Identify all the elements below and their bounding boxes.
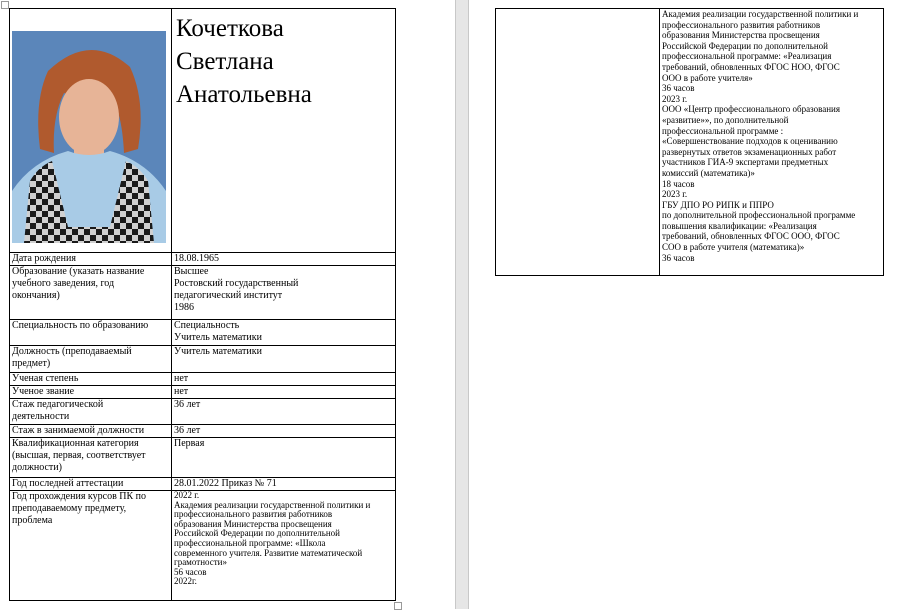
- photo-cell: [10, 9, 172, 253]
- training-courses-label: Год прохождения курсов ПК по преподаваемому предмету, проблема: [10, 491, 172, 601]
- continuation-table: [495, 8, 884, 276]
- name-cell: [172, 9, 396, 253]
- row-birth-date: [10, 253, 396, 266]
- teaching-experience-label: Стаж педагогической деятельности: [10, 399, 172, 425]
- teacher-photo: [12, 31, 166, 243]
- row-last-attestation: [10, 478, 396, 491]
- name-first-line: Кочеткова: [176, 15, 284, 42]
- continuation-row: [496, 9, 884, 276]
- specialty-value: Специальность Учитель математики: [172, 320, 396, 346]
- training-courses-value: 2022 г. Академия реализации государственной политики и профессионального развития работников образования Министерства просвещения Российской Федерации по дополнительной профессиональной программе: «Школа современного учителя. Развитие математической грамотности» 56 часов 2022г.: [172, 491, 396, 601]
- position-value: Учитель математики: [172, 346, 396, 373]
- last-attestation-value: 28.01.2022 Приказ № 71: [172, 478, 396, 491]
- position-experience-label: Стаж в занимаемой должности: [10, 425, 172, 438]
- academic-title-value: нет: [172, 386, 396, 399]
- education-label: Образование (указать название учебного заведения, год окончания): [10, 266, 172, 320]
- row-position-experience: [10, 425, 396, 438]
- education-value: Высшее Ростовский государственный педагогический институт 1986: [172, 266, 396, 320]
- row-specialty: [10, 320, 396, 346]
- name-third-line: Анатольевна: [176, 81, 312, 108]
- continuation-empty-cell: [496, 9, 660, 276]
- birth-date-value: 18.08.1965: [172, 253, 396, 266]
- header-row: [10, 9, 396, 253]
- row-training-courses: [10, 491, 396, 601]
- row-teaching-experience: [10, 399, 396, 425]
- row-education: [10, 266, 396, 320]
- qualification-label: Квалификационная категория (высшая, первая, соответствует должности): [10, 438, 172, 478]
- row-qualification: [10, 438, 396, 478]
- row-academic-title: [10, 386, 396, 399]
- birth-date-label: Дата рождения: [10, 253, 172, 266]
- position-experience-value: 36 лет: [172, 425, 396, 438]
- teacher-photo-image: [12, 31, 166, 243]
- academic-title-label: Ученое звание: [10, 386, 172, 399]
- name-second-line: Светлана: [176, 48, 274, 75]
- row-academic-degree: [10, 373, 396, 386]
- qualification-value: Первая: [172, 438, 396, 478]
- corner-mark-top-left: [1, 1, 9, 9]
- position-label: Должность (преподаваемый предмет): [10, 346, 172, 373]
- continuation-courses-cell: Академия реализации государственной политики и профессионального развития работников образования Министерства просвещения Российской Федерации по дополнительной профессиональной программе: «Реализация требований, обновленных ФГОС НОО, ФГОС ООО в работе учителя» 36 часов 2023 г. ООО «Центр профессионального образования «развитие»», по дополнительной профессиональной программе : «Совершенствование подходов к оцениванию развернутых ответов экзаменационных работ участников ГИА-9 экспертами предметных комиссий (математика)» 18 часов 2023 г. ГБУ ДПО РО РИПК и ППРО по дополнительной профессиональной программе повышения квалификации: «Реализация требований, обновленных ФГОС ООО, ФГОС СОО в работе учителя (математика)» 36 часов: [660, 9, 884, 276]
- academic-degree-label: Ученая степень: [10, 373, 172, 386]
- specialty-label: Специальность по образованию: [10, 320, 172, 346]
- page-gap: [455, 0, 469, 609]
- teaching-experience-value: 36 лет: [172, 399, 396, 425]
- profile-table: [9, 8, 396, 601]
- last-attestation-label: Год последней аттестации: [10, 478, 172, 491]
- row-position: [10, 346, 396, 373]
- academic-degree-value: нет: [172, 373, 396, 386]
